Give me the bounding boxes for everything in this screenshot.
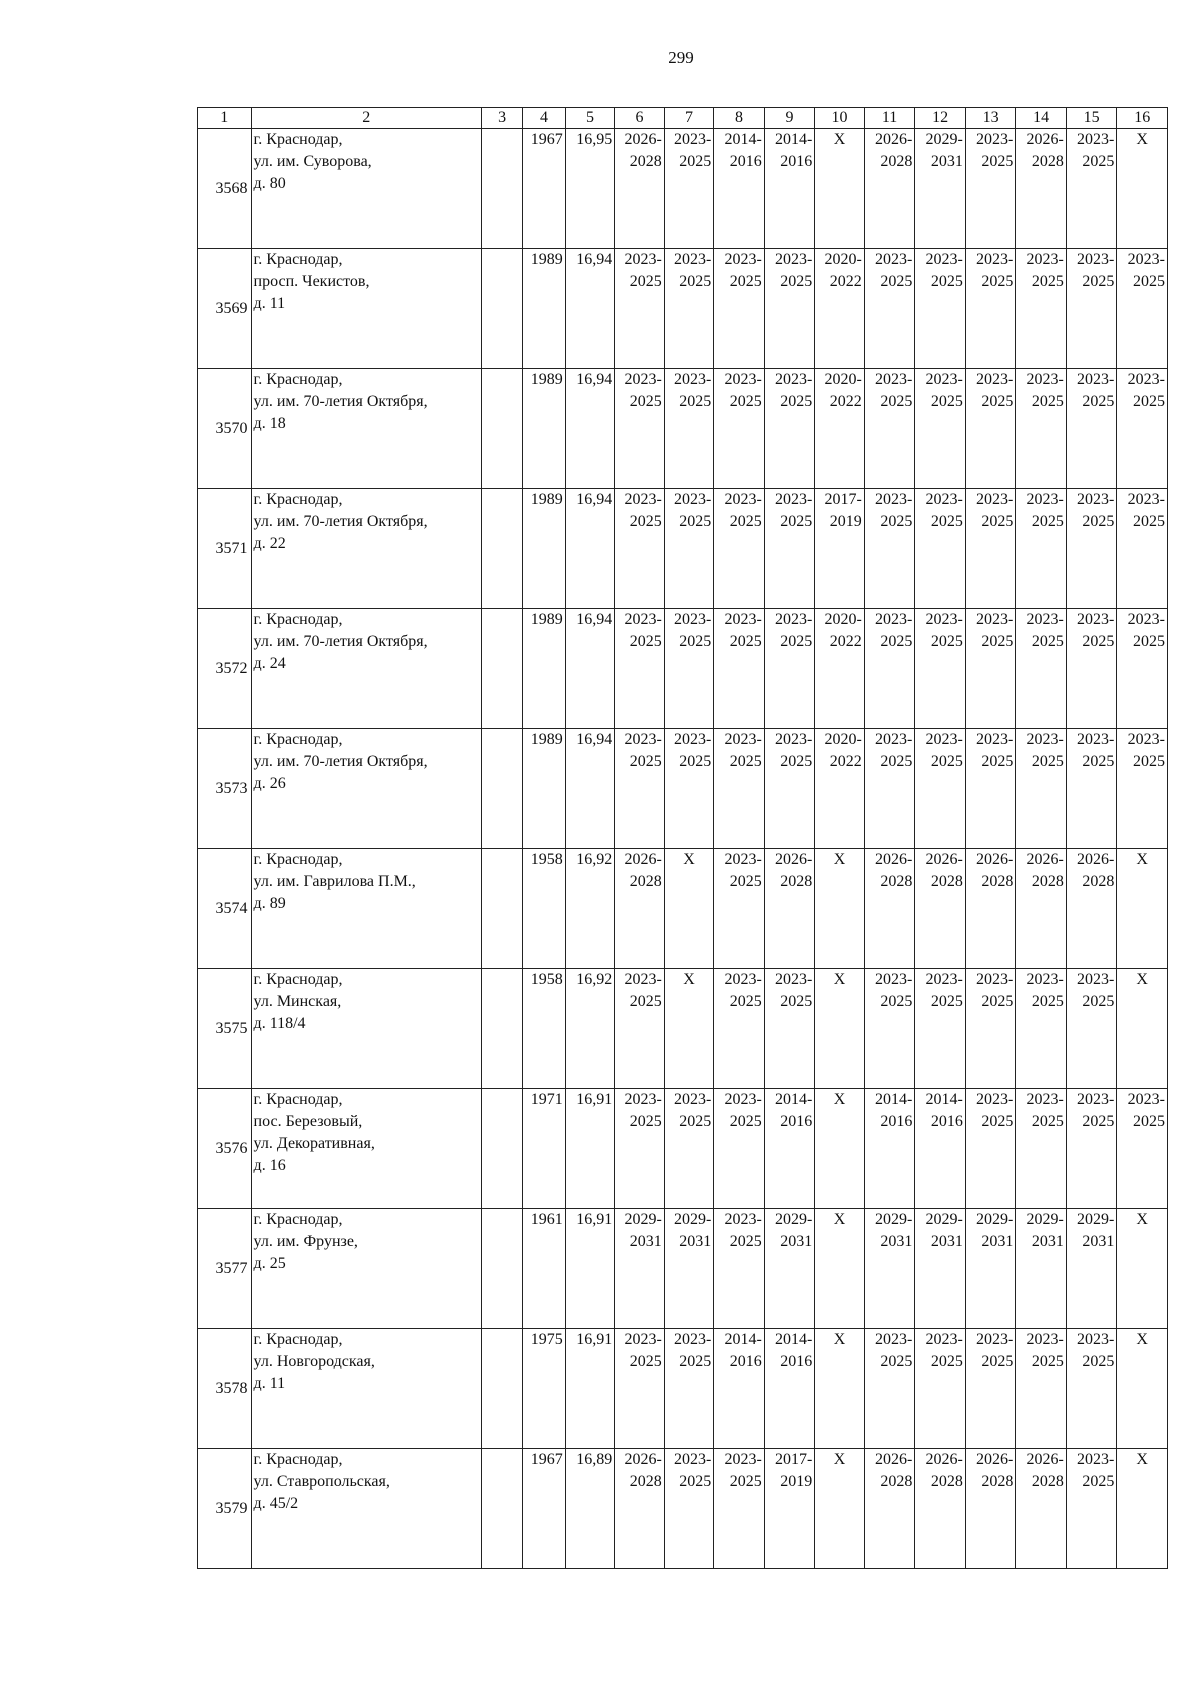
table-row	[198, 1449, 1168, 1569]
period-cell: 2029- 2031	[915, 1209, 966, 1329]
period-cell: 2023- 2025	[1016, 729, 1067, 849]
period-cell: 2023- 2025	[664, 1449, 714, 1569]
table-row	[198, 969, 1168, 1089]
period-cell: 2023- 2025	[664, 609, 714, 729]
period-cell: 2023- 2025	[664, 489, 714, 609]
period-cell: 2026- 2028	[864, 1449, 915, 1569]
period-cell: X	[1117, 1449, 1168, 1569]
period-cell: 2023- 2025	[1066, 609, 1117, 729]
column-3-cell	[481, 609, 522, 729]
period-cell: 2026- 2028	[1016, 849, 1067, 969]
table-row	[198, 489, 1168, 609]
period-cell: 2029- 2031	[615, 1209, 665, 1329]
address-cell: г. Краснодар, ул. им. 70-летия Октября, д. 26	[251, 729, 481, 849]
period-cell: 2014- 2016	[764, 1089, 815, 1209]
table-header	[198, 108, 1168, 129]
year-cell: 1958	[523, 969, 565, 1089]
period-cell: 2023- 2025	[615, 1329, 665, 1449]
period-cell: 2029- 2031	[664, 1209, 714, 1329]
period-cell: 2026- 2028	[764, 849, 815, 969]
column-header-1: 1	[198, 108, 252, 129]
period-cell: 2023- 2025	[714, 729, 765, 849]
period-cell: 2023- 2025	[965, 489, 1016, 609]
period-cell: 2029- 2031	[764, 1209, 815, 1329]
period-cell: 2026- 2028	[965, 1449, 1016, 1569]
period-cell: 2029- 2031	[965, 1209, 1016, 1329]
row-number: 3571	[198, 489, 252, 609]
period-cell: 2023- 2025	[764, 609, 815, 729]
column-header-13: 13	[965, 108, 1016, 129]
period-cell: 2023- 2025	[615, 609, 665, 729]
period-cell: 2026- 2028	[1066, 849, 1117, 969]
period-cell: X	[815, 969, 865, 1089]
period-cell: 2023- 2025	[615, 729, 665, 849]
percent-cell: 16,91	[565, 1209, 615, 1329]
period-cell: 2023- 2025	[864, 609, 915, 729]
column-header-8: 8	[714, 108, 765, 129]
percent-cell: 16,94	[565, 729, 615, 849]
year-cell: 1989	[523, 729, 565, 849]
column-header-10: 10	[815, 108, 865, 129]
column-3-cell	[481, 969, 522, 1089]
row-number: 3575	[198, 969, 252, 1089]
address-cell: г. Краснодар, ул. им. Гаврилова П.М., д. 89	[251, 849, 481, 969]
period-cell: 2023- 2025	[864, 1329, 915, 1449]
address-cell: г. Краснодар, пос. Березовый, ул. Декоративная, д. 16	[251, 1089, 481, 1209]
period-cell: 2026- 2028	[965, 849, 1016, 969]
percent-cell: 16,92	[565, 849, 615, 969]
period-cell: 2023- 2025	[1066, 369, 1117, 489]
column-3-cell	[481, 1209, 522, 1329]
percent-cell: 16,95	[565, 129, 615, 249]
column-header-4: 4	[523, 108, 565, 129]
period-cell: 2014- 2016	[714, 129, 765, 249]
period-cell: 2023- 2025	[1016, 489, 1067, 609]
column-header-6: 6	[615, 108, 665, 129]
period-cell: 2023- 2025	[1016, 969, 1067, 1089]
column-header-9: 9	[764, 108, 815, 129]
period-cell: 2023- 2025	[965, 609, 1016, 729]
year-cell: 1989	[523, 369, 565, 489]
row-number: 3573	[198, 729, 252, 849]
period-cell: 2023- 2025	[915, 609, 966, 729]
period-cell: 2023- 2025	[965, 369, 1016, 489]
period-cell: 2023- 2025	[864, 969, 915, 1089]
period-cell: 2017- 2019	[815, 489, 865, 609]
row-number: 3578	[198, 1329, 252, 1449]
period-cell: 2023- 2025	[714, 609, 765, 729]
column-3-cell	[481, 1329, 522, 1449]
period-cell: 2023- 2025	[764, 489, 815, 609]
period-cell: 2017- 2019	[764, 1449, 815, 1569]
percent-cell: 16,89	[565, 1449, 615, 1569]
period-cell: 2023- 2025	[1066, 969, 1117, 1089]
column-3-cell	[481, 129, 522, 249]
period-cell: 2023- 2025	[664, 1329, 714, 1449]
row-number: 3577	[198, 1209, 252, 1329]
period-cell: 2026- 2028	[864, 849, 915, 969]
period-cell: 2023- 2025	[615, 249, 665, 369]
period-cell: 2023- 2025	[965, 969, 1016, 1089]
period-cell: 2023- 2025	[714, 489, 765, 609]
period-cell: 2023- 2025	[1066, 1449, 1117, 1569]
percent-cell: 16,94	[565, 609, 615, 729]
column-header-3: 3	[481, 108, 522, 129]
row-number: 3576	[198, 1089, 252, 1209]
period-cell: 2023- 2025	[1117, 609, 1168, 729]
period-cell: 2023- 2025	[864, 249, 915, 369]
period-cell: 2029- 2031	[864, 1209, 915, 1329]
column-3-cell	[481, 489, 522, 609]
period-cell: 2023- 2025	[1066, 729, 1117, 849]
period-cell: 2026- 2028	[615, 129, 665, 249]
period-cell: 2023- 2025	[915, 489, 966, 609]
column-3-cell	[481, 249, 522, 369]
period-cell: 2023- 2025	[1016, 1329, 1067, 1449]
period-cell: 2023- 2025	[664, 1089, 714, 1209]
period-cell: 2023- 2025	[915, 1329, 966, 1449]
table-row	[198, 1329, 1168, 1449]
period-cell: 2023- 2025	[714, 969, 765, 1089]
percent-cell: 16,94	[565, 249, 615, 369]
column-header-14: 14	[1016, 108, 1067, 129]
period-cell: 2026- 2028	[915, 1449, 966, 1569]
year-cell: 1958	[523, 849, 565, 969]
period-cell: 2023- 2025	[1066, 249, 1117, 369]
period-cell: 2023- 2025	[915, 969, 966, 1089]
period-cell: 2023- 2025	[664, 369, 714, 489]
period-cell: 2029- 2031	[915, 129, 966, 249]
period-cell: 2026- 2028	[864, 129, 915, 249]
page-number: 299	[668, 48, 694, 67]
row-number: 3568	[198, 129, 252, 249]
period-cell: 2014- 2016	[864, 1089, 915, 1209]
period-cell: 2014- 2016	[764, 129, 815, 249]
period-cell: 2020- 2022	[815, 249, 865, 369]
column-header-12: 12	[915, 108, 966, 129]
period-cell: 2023- 2025	[764, 249, 815, 369]
period-cell: 2023- 2025	[714, 369, 765, 489]
period-cell: 2023- 2025	[714, 249, 765, 369]
period-cell: 2026- 2028	[615, 849, 665, 969]
table-row	[198, 249, 1168, 369]
period-cell: 2026- 2028	[1016, 1449, 1067, 1569]
percent-cell: 16,91	[565, 1329, 615, 1449]
period-cell: 2023- 2025	[764, 969, 815, 1089]
year-cell: 1975	[523, 1329, 565, 1449]
period-cell: X	[1117, 849, 1168, 969]
table-row	[198, 609, 1168, 729]
column-header-16: 16	[1117, 108, 1168, 129]
column-3-cell	[481, 1089, 522, 1209]
period-cell: 2023- 2025	[615, 369, 665, 489]
period-cell: 2020- 2022	[815, 369, 865, 489]
period-cell: 2023- 2025	[615, 489, 665, 609]
period-cell: 2023- 2025	[764, 729, 815, 849]
period-cell: 2023- 2025	[1016, 609, 1067, 729]
address-cell: г. Краснодар, ул. им. Фрунзе, д. 25	[251, 1209, 481, 1329]
period-cell: 2023- 2025	[714, 849, 765, 969]
period-cell: 2014- 2016	[915, 1089, 966, 1209]
period-cell: 2023- 2025	[965, 1089, 1016, 1209]
period-cell: 2023- 2025	[714, 1449, 765, 1569]
column-3-cell	[481, 729, 522, 849]
row-number: 3574	[198, 849, 252, 969]
period-cell: 2023- 2025	[1066, 1089, 1117, 1209]
period-cell: 2023- 2025	[615, 1089, 665, 1209]
address-cell: г. Краснодар, ул. им. Суворова, д. 80	[251, 129, 481, 249]
table-row	[198, 849, 1168, 969]
period-cell: 2023- 2025	[664, 729, 714, 849]
column-header-11: 11	[864, 108, 915, 129]
row-number: 3572	[198, 609, 252, 729]
column-3-cell	[481, 849, 522, 969]
period-cell: 2023- 2025	[915, 369, 966, 489]
table-row	[198, 729, 1168, 849]
period-cell: 2023- 2025	[1117, 729, 1168, 849]
table-row	[198, 1209, 1168, 1329]
column-3-cell	[481, 369, 522, 489]
period-cell: 2023- 2025	[764, 369, 815, 489]
period-cell: 2026- 2028	[615, 1449, 665, 1569]
year-cell: 1989	[523, 249, 565, 369]
period-cell: X	[815, 1209, 865, 1329]
period-cell: 2023- 2025	[965, 249, 1016, 369]
address-cell: г. Краснодар, ул. Минская, д. 118/4	[251, 969, 481, 1089]
period-cell: 2023- 2025	[714, 1089, 765, 1209]
row-number: 3579	[198, 1449, 252, 1569]
address-cell: г. Краснодар, ул. Новгородская, д. 11	[251, 1329, 481, 1449]
address-cell: г. Краснодар, ул. им. 70-летия Октября, д. 24	[251, 609, 481, 729]
period-cell: 2020- 2022	[815, 609, 865, 729]
address-cell: г. Краснодар, ул. им. 70-летия Октября, д. 18	[251, 369, 481, 489]
period-cell: 2023- 2025	[1016, 369, 1067, 489]
period-cell: 2023- 2025	[864, 369, 915, 489]
period-cell: 2023- 2025	[664, 249, 714, 369]
percent-cell: 16,94	[565, 489, 615, 609]
percent-cell: 16,94	[565, 369, 615, 489]
percent-cell: 16,91	[565, 1089, 615, 1209]
period-cell: 2026- 2028	[915, 849, 966, 969]
column-header-15: 15	[1066, 108, 1117, 129]
column-header-5: 5	[565, 108, 615, 129]
year-cell: 1961	[523, 1209, 565, 1329]
address-cell: г. Краснодар, просп. Чекистов, д. 11	[251, 249, 481, 369]
period-cell: X	[664, 849, 714, 969]
period-cell: 2023- 2025	[864, 489, 915, 609]
period-cell: 2023- 2025	[1066, 1329, 1117, 1449]
period-cell: 2026- 2028	[1016, 129, 1067, 249]
header-row	[198, 108, 1168, 129]
period-cell: 2023- 2025	[965, 729, 1016, 849]
period-cell: 2023- 2025	[864, 729, 915, 849]
period-cell: 2023- 2025	[1016, 1089, 1067, 1209]
year-cell: 1971	[523, 1089, 565, 1209]
table-row	[198, 1089, 1168, 1209]
address-cell: г. Краснодар, ул. им. 70-летия Октября, д. 22	[251, 489, 481, 609]
year-cell: 1989	[523, 489, 565, 609]
period-cell: 2023- 2025	[915, 729, 966, 849]
table-row	[198, 129, 1168, 249]
year-cell: 1989	[523, 609, 565, 729]
period-cell: X	[815, 1449, 865, 1569]
period-cell: X	[1117, 129, 1168, 249]
address-cell: г. Краснодар, ул. Ставропольская, д. 45/2	[251, 1449, 481, 1569]
period-cell: 2014- 2016	[714, 1329, 765, 1449]
column-header-7: 7	[664, 108, 714, 129]
period-cell: 2029- 2031	[1016, 1209, 1067, 1329]
period-cell: 2023- 2025	[664, 129, 714, 249]
period-cell: 2023- 2025	[1066, 129, 1117, 249]
period-cell: X	[815, 1089, 865, 1209]
column-header-2: 2	[251, 108, 481, 129]
period-cell: X	[1117, 969, 1168, 1089]
period-cell: 2014- 2016	[764, 1329, 815, 1449]
table-row	[198, 369, 1168, 489]
period-cell: X	[815, 129, 865, 249]
period-cell: 2023- 2025	[615, 969, 665, 1089]
period-cell: 2023- 2025	[965, 1329, 1016, 1449]
period-cell: 2023- 2025	[1117, 489, 1168, 609]
period-cell: 2023- 2025	[714, 1209, 765, 1329]
period-cell: 2023- 2025	[1117, 369, 1168, 489]
period-cell: X	[1117, 1209, 1168, 1329]
row-number: 3570	[198, 369, 252, 489]
register-table	[197, 107, 1168, 1569]
period-cell: 2020- 2022	[815, 729, 865, 849]
year-cell: 1967	[523, 1449, 565, 1569]
period-cell: 2023- 2025	[1117, 1089, 1168, 1209]
period-cell: 2029- 2031	[1066, 1209, 1117, 1329]
table-body	[198, 129, 1168, 1569]
period-cell: 2023- 2025	[1117, 249, 1168, 369]
row-number: 3569	[198, 249, 252, 369]
period-cell: 2023- 2025	[1066, 489, 1117, 609]
percent-cell: 16,92	[565, 969, 615, 1089]
period-cell: 2023- 2025	[915, 249, 966, 369]
period-cell: X	[815, 1329, 865, 1449]
column-3-cell	[481, 1449, 522, 1569]
period-cell: 2023- 2025	[965, 129, 1016, 249]
period-cell: X	[664, 969, 714, 1089]
year-cell: 1967	[523, 129, 565, 249]
period-cell: X	[815, 849, 865, 969]
period-cell: 2023- 2025	[1016, 249, 1067, 369]
period-cell: X	[1117, 1329, 1168, 1449]
